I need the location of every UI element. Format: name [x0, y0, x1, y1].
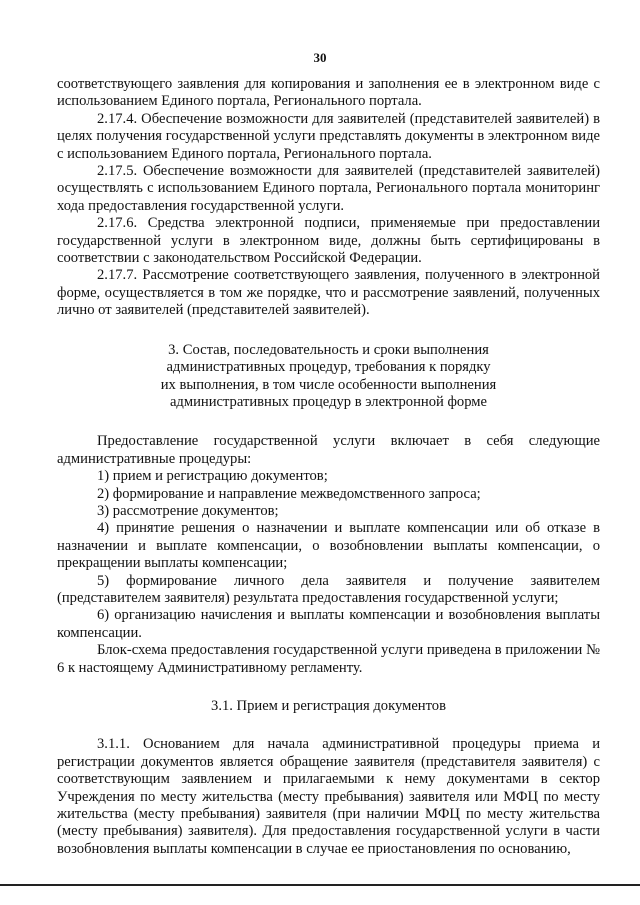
paragraph: соответствующего заявления для копирования и заполнения ее в электронном виде с использованием Единого портала, Регионального портала. — [57, 76, 600, 110]
section-heading — [57, 342, 600, 412]
document-body — [57, 76, 600, 858]
paragraph-intro: Предоставление государственной услуги включает в себя следующие административные процедуры: — [57, 433, 600, 467]
bottom-divider — [0, 884, 640, 886]
section-heading-line: административных процедур в электронной форме — [169, 393, 488, 410]
paragraph-2-17-5: 2.17.5. Обеспечение возможности для заявителей (представителей заявителей) осуществлять с использованием Единого портала, Регионального портала мониторинг хода предоставления государственной услуги. — [57, 163, 600, 214]
list-item: 5) формирование личного дела заявителя и получение заявителем (представителем заявителя) результата предоставления государственной услуги; — [57, 572, 600, 606]
page-number: 30 — [313, 50, 327, 65]
paragraph-3-1-1: 3.1.1. Основанием для начала административной процедуры приема и регистрации документов является обращение заявителя (представителя заявителя) с соответствующим заявлением и прилагаемыми к нему документами в сектор Учреждения по месту жительства (месту пребывания) заявителя или МФЦ по месту жительства (месту пребывания) заявителя (при наличии МФЦ по месту жительства (месту пребывания) заявителя). Для предоставления государственной услуги в части возобновления выплаты компенсации в случае ее приостановления по основанию, — [57, 736, 600, 857]
paragraph-block-scheme: Блок-схема предоставления государственной услуги приведена в приложении № 6 к настоящему Административному регламенту. — [57, 642, 600, 676]
paragraph-2-17-7: 2.17.7. Рассмотрение соответствующего заявления, полученного в электронной форме, осуществляется в том же порядке, что и рассмотрение заявлений, полученных лично от заявителей (представителей заявителей). — [57, 267, 600, 319]
subsection-heading: 3.1. Прием и регистрация документов — [211, 698, 446, 714]
paragraph-2-17-4: 2.17.4. Обеспечение возможности для заявителей (представителей заявителей) в целях получения государственной услуги представлять документы в электронном виде с использованием Единого портала, Регионального портала. — [57, 110, 600, 162]
list-item: 6) организацию начисления и выплаты компенсации и возобновления выплаты компенсации. — [57, 607, 600, 641]
list-item: 3) рассмотрение документов; — [97, 502, 279, 519]
section-heading-line: их выполнения, в том числе особенности выполнения — [160, 376, 497, 393]
list-item: 2) формирование и направление межведомственного запроса; — [97, 485, 481, 502]
paragraph-2-17-6: 2.17.6. Средства электронной подписи, применяемые при предоставлении государственной услуги в электронном виде, должны быть сертифицированы в соответствии с законодательством Российской Федерации. — [57, 215, 600, 267]
section-heading-line: 3. Состав, последовательность и сроки выполнения — [168, 341, 489, 358]
list-item: 4) принятие решения о назначении и выплате компенсации или об отказе в назначении и выплате компенсации, о возобновлении выплаты компенсации, о прекращении выплаты компенсации; — [57, 520, 600, 572]
list-item: 1) прием и регистрацию документов; — [97, 468, 328, 485]
section-heading-line: административных процедур, требования к порядку — [166, 359, 491, 376]
